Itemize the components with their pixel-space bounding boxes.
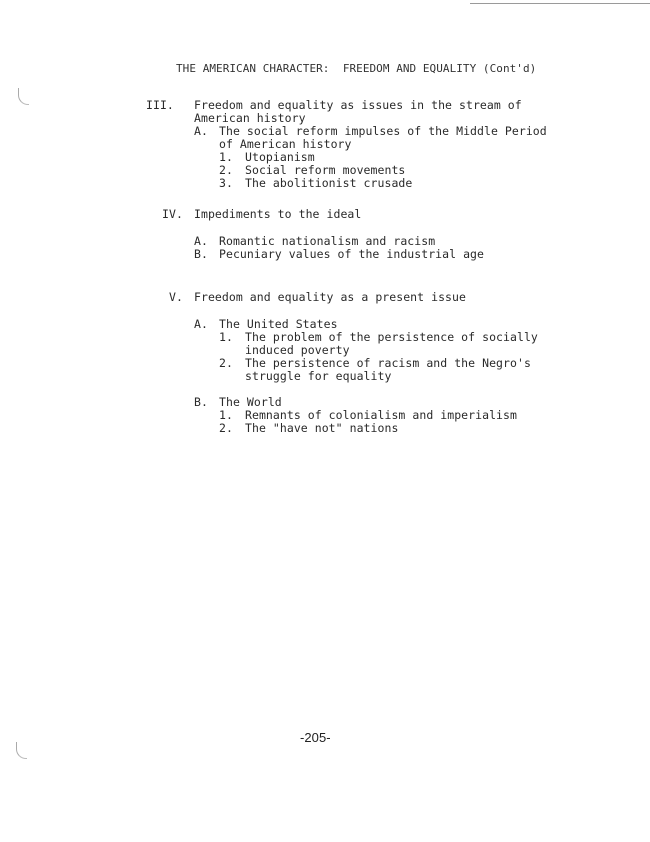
section-numeral: III. [146, 98, 174, 112]
subitem-number: 3. [219, 176, 233, 190]
section-numeral: V. [169, 290, 183, 304]
item-text: Pecuniary values of the industrial age [219, 247, 484, 261]
item-letter: B. [194, 247, 208, 261]
subitem-text: Social reform movements [245, 163, 406, 177]
subitem-number: 1. [219, 408, 233, 422]
subitem-text: struggle for equality [245, 369, 392, 383]
subitem-text: The "have not" nations [245, 421, 399, 435]
subitem-number: 2. [219, 421, 233, 435]
item-text: The social reform impulses of the Middle Period [219, 124, 547, 138]
section-title: Freedom and equality as a present issue [194, 290, 466, 304]
item-letter: A. [194, 124, 208, 138]
section-title: Impediments to the ideal [194, 207, 362, 221]
scan-edge-rule [470, 3, 650, 4]
binding-mark-icon [16, 742, 27, 759]
subitem-number: 2. [219, 356, 233, 370]
subitem-text: induced poverty [245, 343, 350, 357]
item-text: of American history [219, 137, 352, 151]
subitem-text: The abolitionist crusade [245, 176, 413, 190]
page-number: -205- [300, 730, 331, 745]
section-title: American history [194, 111, 306, 125]
subitem-text: Utopianism [245, 150, 315, 164]
page-header: THE AMERICAN CHARACTER: FREEDOM AND EQUALITY (Cont'd) [176, 62, 537, 75]
item-letter: A. [194, 234, 208, 248]
subitem-number: 2. [219, 163, 233, 177]
binding-mark-icon [18, 88, 29, 105]
item-text: The World [219, 395, 282, 409]
item-letter: A. [194, 317, 208, 331]
subitem-text: The persistence of racism and the Negro's [245, 356, 531, 370]
subitem-number: 1. [219, 330, 233, 344]
section-numeral: IV. [162, 207, 183, 221]
item-text: The United States [219, 317, 338, 331]
item-letter: B. [194, 395, 208, 409]
subitem-text: The problem of the persistence of socially [245, 330, 538, 344]
item-text: Romantic nationalism and racism [219, 234, 436, 248]
section-title: Freedom and equality as issues in the stream of [194, 98, 522, 112]
subitem-number: 1. [219, 150, 233, 164]
subitem-text: Remnants of colonialism and imperialism [245, 408, 517, 422]
